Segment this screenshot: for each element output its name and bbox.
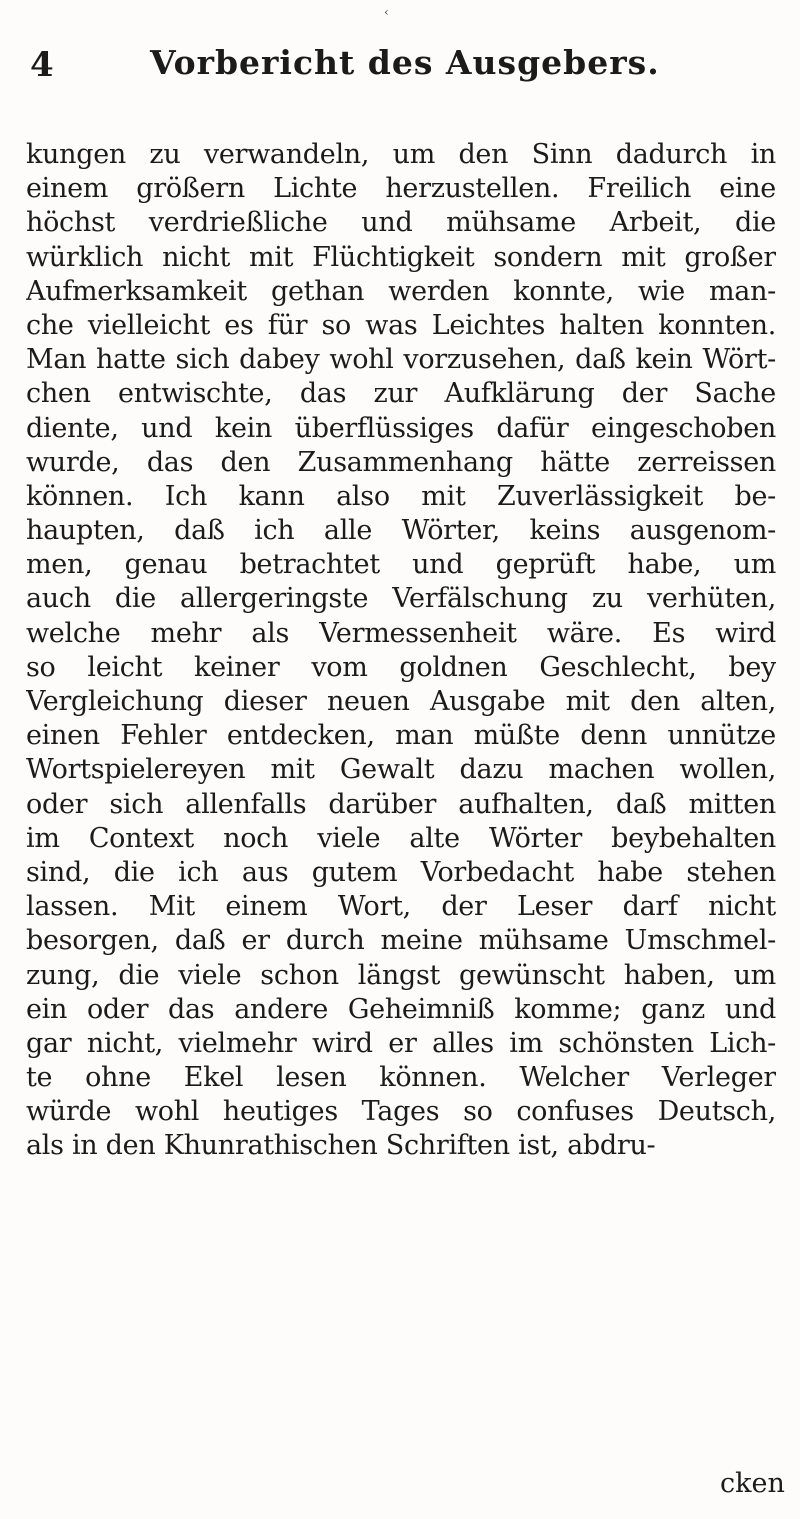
text-line: einen Fehler entdecken, man müßte denn unnütze: [26, 720, 776, 752]
page-number: 4: [30, 45, 54, 85]
top-mark: ‹: [384, 5, 389, 19]
text-line: würde wohl heutiges Tages so confuses Deutsch,: [26, 1096, 776, 1128]
text-line: auch die allergeringste Verfälschung zu verhüten,: [26, 583, 776, 615]
text-line: che vielleicht es für so was Leichtes halten konnten.: [26, 309, 776, 341]
text-line: können. Ich kann also mit Zuverlässigkeit be-: [26, 480, 776, 512]
page-header: [0, 0, 800, 90]
text-line: so leicht keiner vom goldnen Geschlecht, bey: [26, 651, 776, 683]
text-line: Aufmerksamkeit gethan werden konnte, wie man-: [26, 275, 776, 307]
text-line: Wortspielereyen mit Gewalt dazu machen wollen,: [26, 754, 776, 786]
text-line: höchst verdrießliche und mühsame Arbeit, die: [26, 207, 776, 239]
text-line: einem größern Lichte herzustellen. Freilich eine: [26, 173, 776, 205]
text-line: wurde, das den Zusammenhang hätte zerreissen: [26, 446, 776, 478]
text-line: haupten, daß ich alle Wörter, keins ausgenom-: [26, 515, 776, 547]
body-text: [26, 138, 776, 1164]
text-line: im Context noch viele alte Wörter beybehalten: [26, 822, 776, 854]
text-line: lassen. Mit einem Wort, der Leser darf nicht: [26, 891, 776, 923]
text-line: als in den Khunrathischen Schriften ist, abdru-: [26, 1130, 656, 1162]
text-line: gar nicht, vielmehr wird er alles im schönsten Lich-: [26, 1027, 776, 1059]
text-line: würklich nicht mit Flüchtigkeit sondern mit großer: [26, 241, 776, 273]
running-head: Vorbericht des Ausgebers.: [150, 43, 660, 82]
text-line: sind, die ich aus gutem Vorbedacht habe stehen: [26, 856, 776, 888]
text-line: besorgen, daß er durch meine mühsame Umschmel-: [26, 925, 776, 957]
text-line: te ohne Ekel lesen können. Welcher Verleger: [26, 1062, 776, 1094]
text-line: Vergleichung dieser neuen Ausgabe mit den alten,: [26, 686, 776, 717]
text-line: oder sich allenfalls darüber aufhalten, daß mitten: [26, 788, 776, 820]
text-line: chen entwischte, das zur Aufklärung der Sache: [26, 378, 776, 410]
catchword: cken: [720, 1468, 785, 1499]
text-line: men, genau betrachtet und geprüft habe, um: [26, 549, 776, 581]
text-line: kungen zu verwandeln, um den Sinn dadurch in: [26, 139, 776, 170]
text-line: zung, die viele schon längst gewünscht haben, um: [26, 959, 776, 991]
text-line: Man hatte sich dabey wohl vorzusehen, daß kein Wört-: [26, 344, 776, 376]
text-line: ein oder das andere Geheimniß komme; ganz und: [26, 993, 776, 1025]
text-line: welche mehr als Vermessenheit wäre. Es wird: [26, 617, 776, 649]
text-line: diente, und kein überflüssiges dafür eingeschoben: [26, 412, 776, 444]
